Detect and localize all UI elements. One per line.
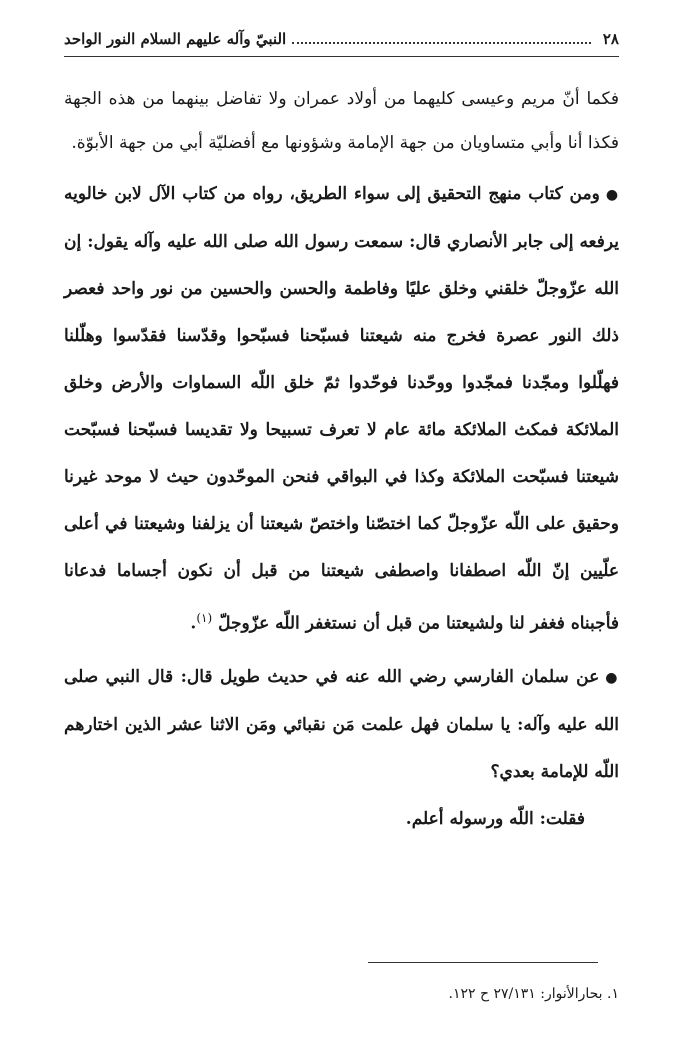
paragraph-text: فقلت: اللّه ورسوله أعلم. (405, 808, 585, 829)
footnote-reference[interactable]: (١) (196, 611, 213, 625)
running-header (64, 30, 619, 52)
page-number: ٢٨ (602, 30, 619, 48)
footnote: ١. بحارالأنوار: ٢٧/١٣١ ح ١٢٢. (448, 986, 619, 1002)
paragraph-text: فكما أنّ مريم وعيسى كليهما من أولاد عمران ولا تفاضل بينهما من هذه الجهة فكذا أنا وأبي متساويان من جهة الإمامة وشؤونها مع أفضليّة أبي من جهة الأبوّة. (64, 89, 619, 153)
footnote-divider (368, 962, 598, 963)
leader-dots (292, 42, 591, 44)
page-body (64, 30, 619, 843)
header-rule (64, 56, 619, 57)
paragraph-3 (64, 654, 619, 796)
bullet-icon: ● (605, 669, 619, 686)
paragraph-text: ومن كتاب منهج التحقيق إلى سواء الطريق، رواه من كتاب الآل لابن خالويه يرفعه إلى جابر الأنصاري قال: سمعت رسول الله صلى الله عليه وآله يقول: إن الله عزّوجلّ خلقني وخلق عليًا وفاطمة والحسن والحسين من نور واحد فعصر ذلك النور عصرة فخرج منه شيعتنا فسبّحنا فسبّحوا وقدّسنا فقدّسوا وهلّلنا فهلّلوا ومجّدنا فمجّدوا ووحّدنا فوحّدوا ثمّ خلق اللّه السماوات والأرض وخلق الملائكة فمكث الملائكة مائة عام لا تعرف تسبيحا ولا تقديسا فسبّحنا فسبّحت شيعتنا فسبّحت الملائكة وكذا في البواقي فنحن الموحّدون حيث لا موحد غيرنا وحقيق على اللّه عزّوجلّ كما اختصّنا واختصّ شيعتنا أن يزلفنا وشيعتنا في أعلى علّيين إنّ اللّه اصطفانا واصطفى شيعتنا من قبل أن نكون أجساما فدعانا فأجبناه فغفر لنا ولشيعتنا من قبل أن نستغفر اللّه عزّوجلّ (64, 184, 619, 634)
paragraph-text: عن سلمان الفارسي رضي الله عنه في حديث طويل قال: قال النبي صلى الله عليه وآله: يا سلمان فهل علمت مَن نقبائي ومَن الاثنا عشر الذين اختارهم اللّه للإمامة بعدي؟ (64, 666, 619, 782)
running-title: النبيّ وآله عليهم السلام النور الواحد (64, 30, 287, 48)
paragraph-4 (64, 796, 619, 843)
paragraph-2: ●ومن كتاب منهج التحقيق إلى سواء الطريق، رواه من كتاب الآل لابن خالويه يرفعه إلى جابر الأنصاري قال: سمعت رسول الله صلى الله عليه وآله يقول: إن الله عزّوجلّ خلقني وخلق عليًا وفاطمة والحسن والحسين من نور واحد فعصر ذلك النور عصرة فخرج منه شيعتنا فسبّحنا فسبّحوا وقدّسنا فقدّسوا وهلّلنا فهلّلوا ومجّدنا فمجّدوا ووحّدنا فوحّدوا ثمّ خلق اللّه السماوات والأرض وخلق الملائكة فمكث الملائكة مائة عام لا تعرف تسبيحا ولا تقديسا فسبّحنا فسبّحت شيعتنا فسبّحت الملائكة وكذا في البواقي فنحن الموحّدون حيث لا موحد غيرنا وحقيق على اللّه عزّوجلّ كما اختصّنا واختصّ شيعتنا أن يزلفنا وشيعتنا في أعلى علّيين إنّ اللّه اصطفانا واصطفى شيعتنا من قبل أن نكون أجساما فدعانا فأجبناه فغفر لنا ولشيعتنا من قبل أن نستغفر اللّه عزّوجلّ $^{(١)}$. (64, 184, 619, 634)
bullet-icon: ● (605, 187, 619, 203)
paragraph-1 (64, 77, 619, 165)
